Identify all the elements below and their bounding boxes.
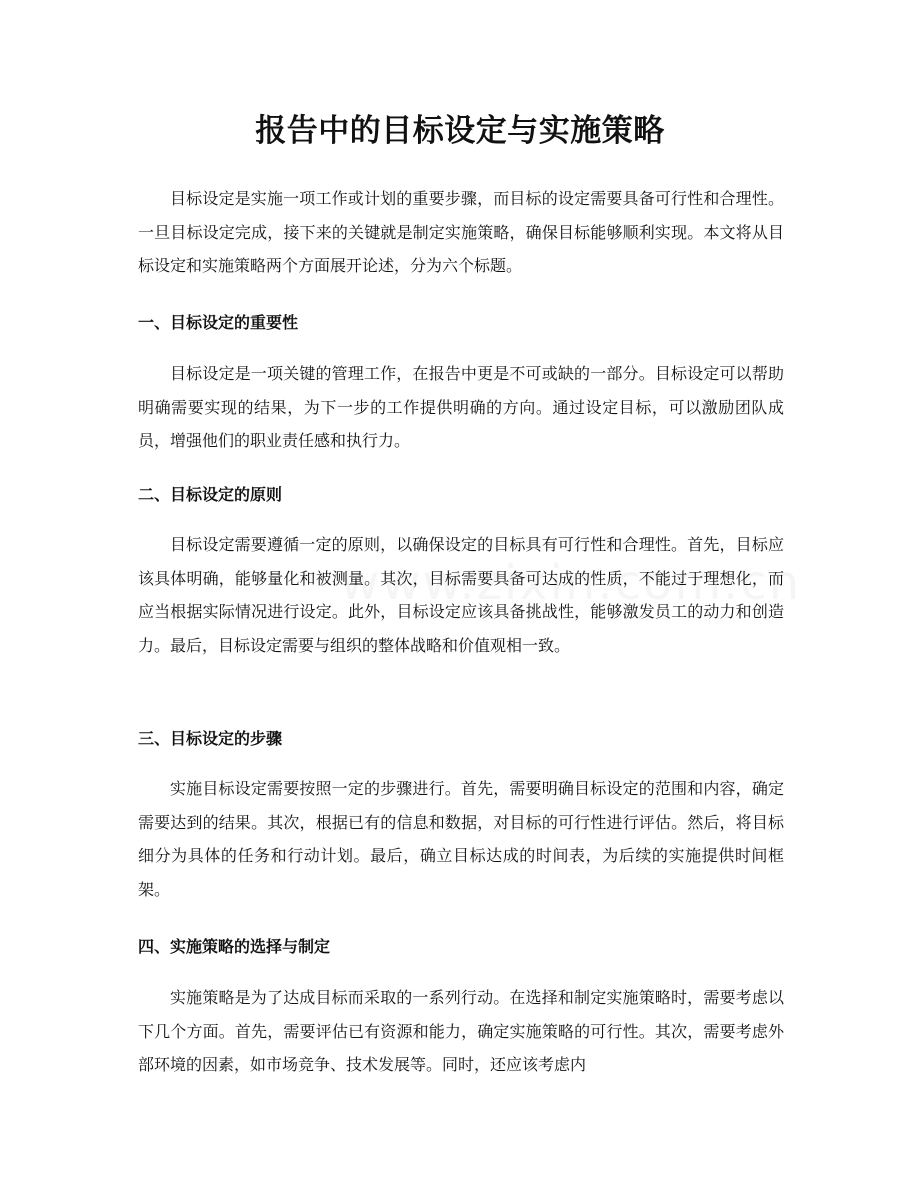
section-1-body: 目标设定是一项关键的管理工作，在报告中更是不可或缺的一部分。目标设定可以帮助明确需要实现的结果，为下一步的工作提供明确的方向。通过设定目标，可以激励团队成员，增强他们的职业责任感和执行力。 — [138, 364, 784, 450]
section-3-body: 实施目标设定需要按照一定的步骤进行。首先，需要明确目标设定的范围和内容，确定需要达到的结果。其次，根据已有的信息和数据，对目标的可行性进行评估。然后，将目标细分为具体的任务和行动计划。最后，确立目标达成的时间表，为后续的实施提供时间框架。 — [138, 779, 784, 899]
section-4-heading: 四、实施策略的选择与制定 — [138, 937, 331, 956]
section-2-body: 目标设定需要遵循一定的原则，以确保设定的目标具有可行性和合理性。首先，目标应该具体明确，能够量化和被测量。其次，目标需要具备可达成的性质，不能过于理想化，而应当根据实际情况进行设定。此外，目标设定应该具备挑战性，能够激发员工的动力和创造力。最后，目标设定需要与组织的整体战略和价值观相一致。 — [138, 535, 784, 655]
section-1-heading: 一、目标设定的重要性 — [138, 313, 299, 332]
section-3-heading: 三、目标设定的步骤 — [138, 729, 283, 748]
document-title: 报告中的目标设定与实施策略 — [255, 113, 665, 149]
section-2-heading: 二、目标设定的原则 — [138, 485, 283, 504]
section-4-body: 实施策略是为了达成目标而采取的一系列行动。在选择和制定实施策略时，需要考虑以下几个方面。首先，需要评估已有资源和能力，确定实施策略的可行性。其次，需要考虑外部环境的因素，如市场竞争、技术发展等。同时，还应该考虑内 — [138, 988, 784, 1074]
intro-paragraph: 目标设定是实施一项工作或计划的重要步骤，而目标的设定需要具备可行性和合理性。一旦目标设定完成，接下来的关键就是制定实施策略，确保目标能够顺利实现。本文将从目标设定和实施策略两个方面展开论述，分为六个标题。 — [138, 189, 784, 275]
